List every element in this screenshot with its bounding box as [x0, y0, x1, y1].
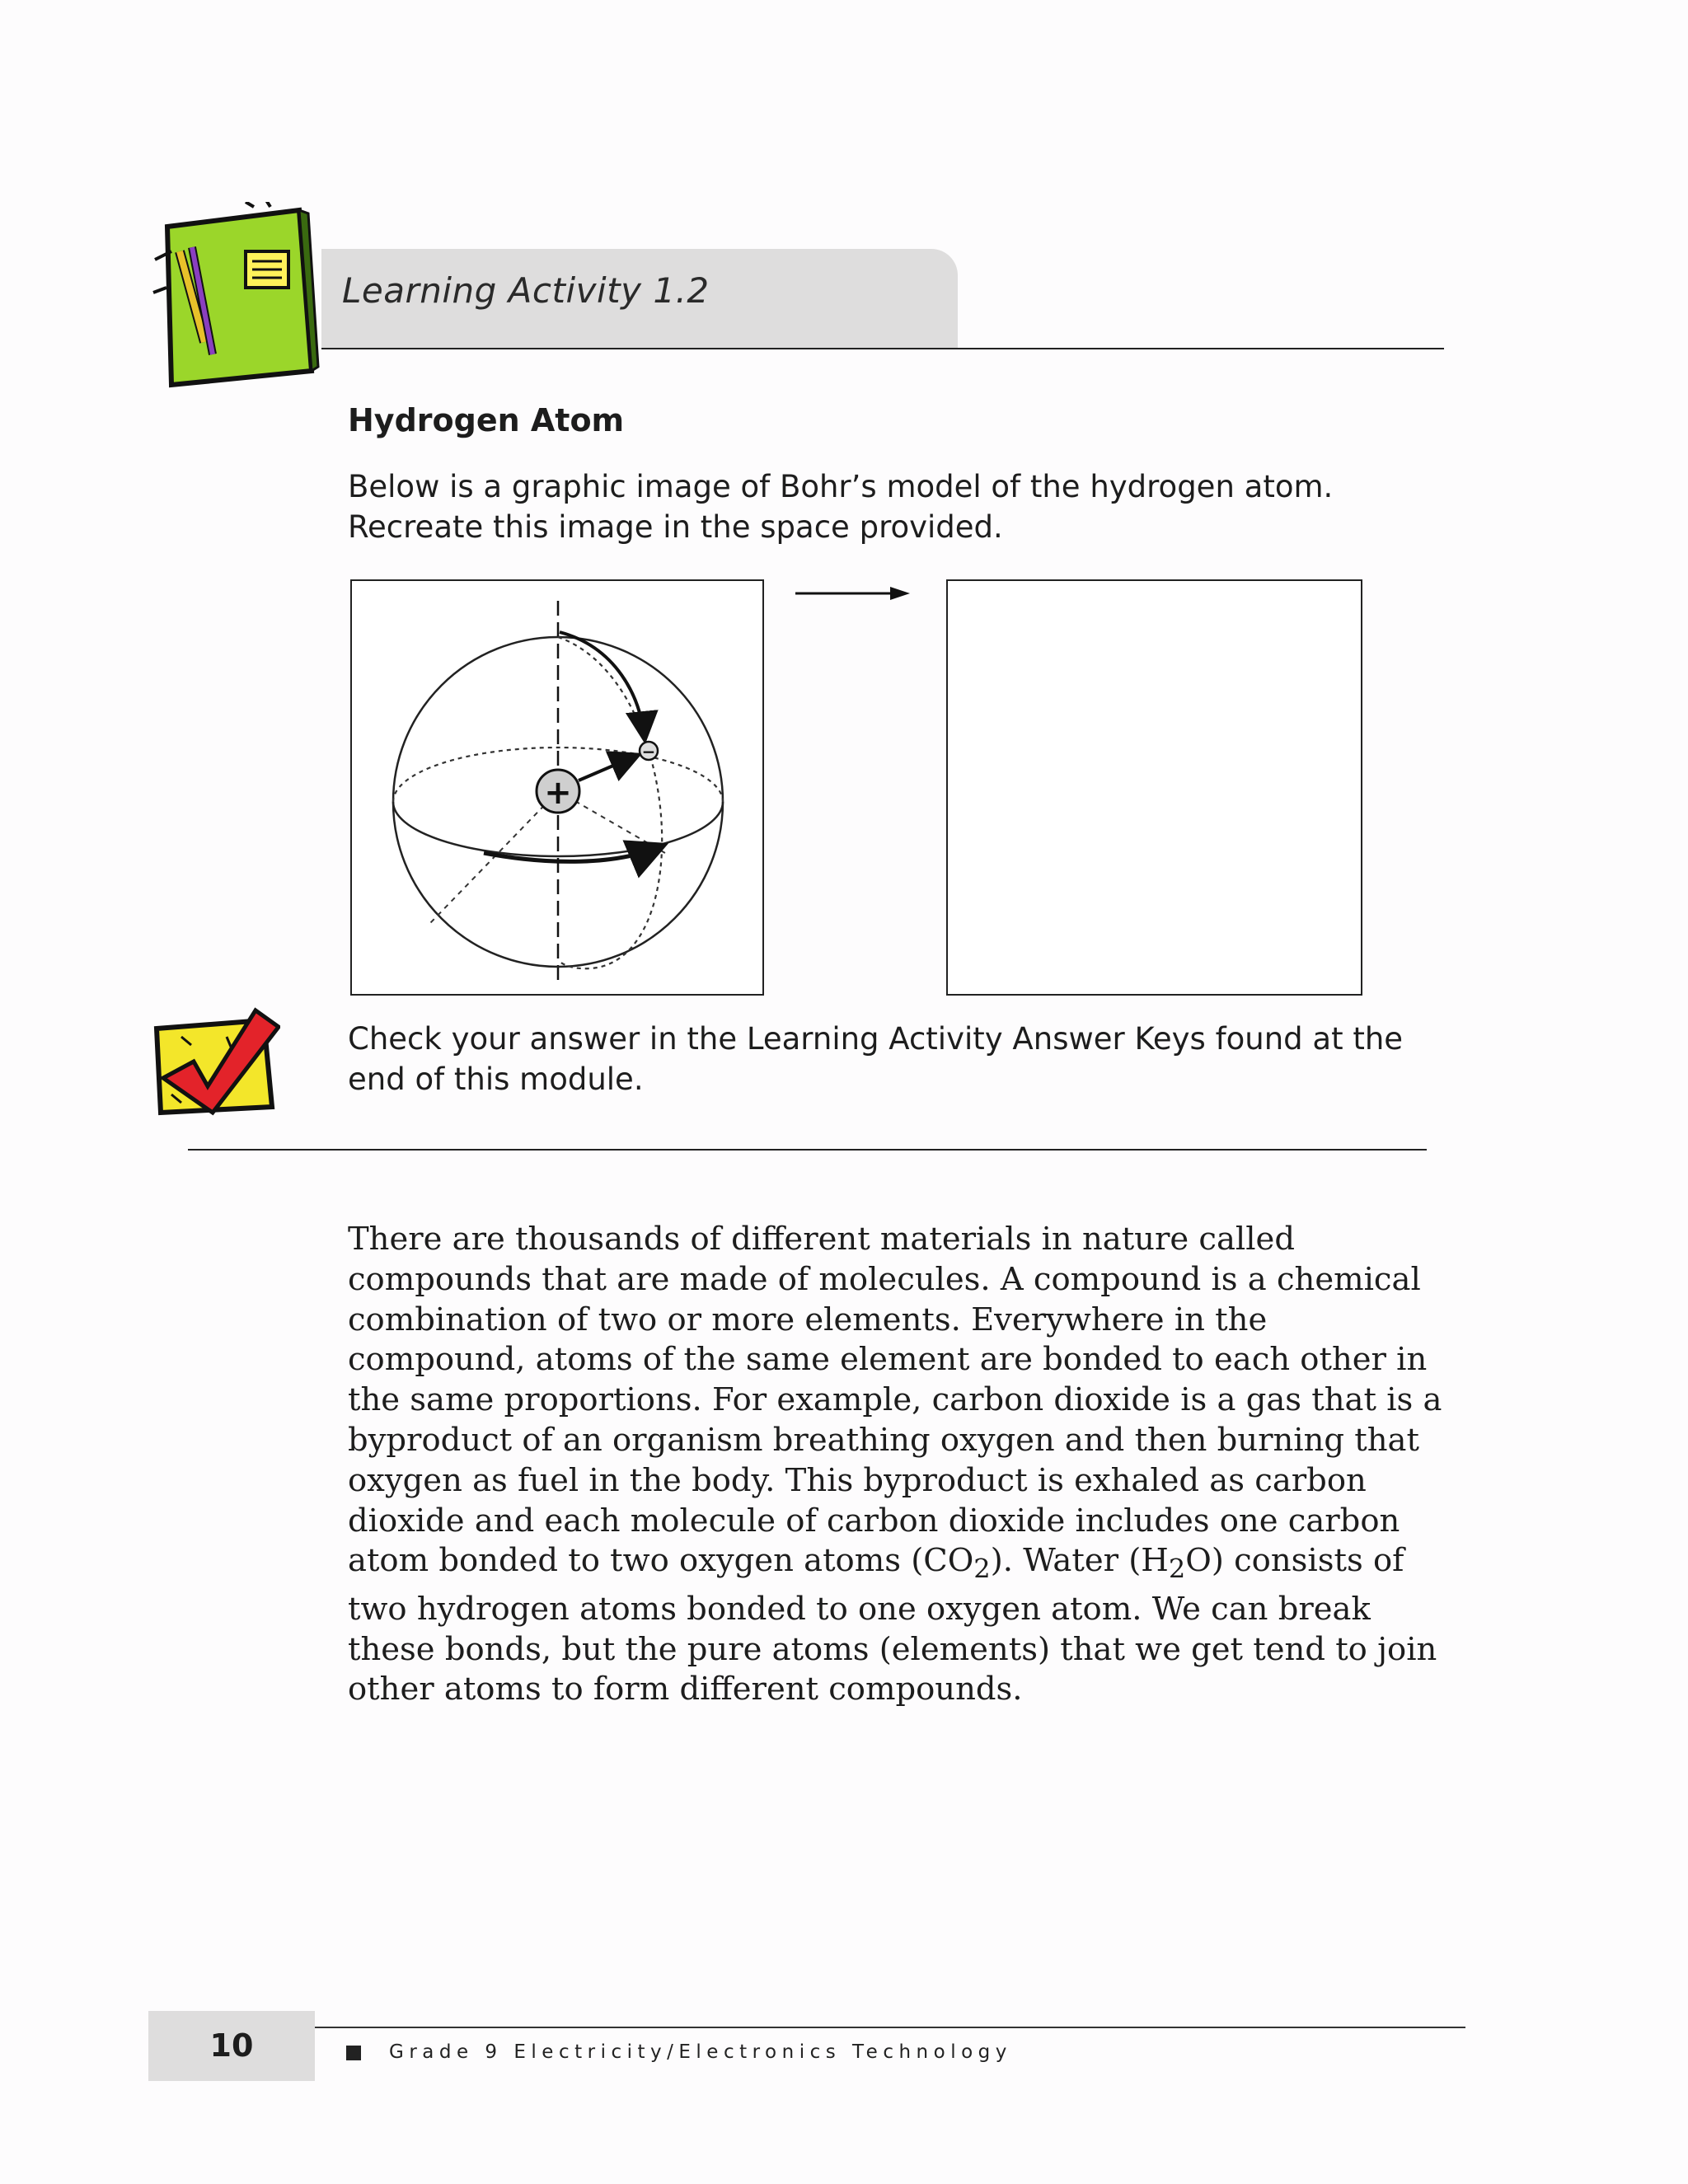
bullet-square-icon — [346, 2046, 361, 2060]
bohr-model-diagram — [350, 579, 764, 996]
h2o-subscript: 2 — [1168, 1554, 1186, 1586]
co2-subscript: 2 — [973, 1554, 991, 1586]
paragraph-part-1: There are thousands of different materials in nature called compounds that are made of molecules. A compound is a chemical combination of two or more elements. Everywhere in the compound, atoms of the same element are bonded to each other in the same proportions. For example, carbon dioxide is a gas that is a byproduct of an organism breathing oxygen and then burning that oxygen as fuel in the body. This byproduct is exhaled as carbon dioxide and each molecule of carbon dioxide includes one carbon atom bonded to two oxygen atoms (CO — [348, 1221, 1442, 1580]
compounds-paragraph — [348, 1220, 1444, 1710]
notebook-icon — [147, 202, 324, 391]
activity-title: Learning Activity 1.2 — [342, 270, 710, 311]
check-answer-text: Check your answer in the Learning Activity Answer Keys found at the end of this module. — [348, 1021, 1404, 1097]
paragraph-part-3: O) consists of two hydrogen atoms bonded to one oxygen atom. We can break these bonds, but the pure atoms (elements) that we get tend to join other atoms to form different compounds. — [348, 1542, 1437, 1708]
footer-rule — [315, 2027, 1465, 2028]
page-number: 10 — [209, 2027, 254, 2064]
proton-symbol: + — [544, 774, 572, 812]
section-rule — [188, 1149, 1427, 1151]
drawing-space-box[interactable] — [946, 579, 1362, 996]
electron-symbol: − — [641, 742, 656, 762]
paragraph-part-2: ). Water (H — [990, 1542, 1169, 1580]
right-arrow-icon — [791, 581, 915, 606]
section-heading: Hydrogen Atom — [348, 402, 625, 438]
header-rule — [321, 348, 1444, 349]
checkmark-icon — [148, 1004, 280, 1119]
course-title: Grade 9 Electricity/Electronics Technology — [389, 2041, 1012, 2063]
section-intro: Below is a graphic image of Bohr’s model of the hydrogen atom. Recreate this image in the space provided. — [348, 469, 1334, 545]
